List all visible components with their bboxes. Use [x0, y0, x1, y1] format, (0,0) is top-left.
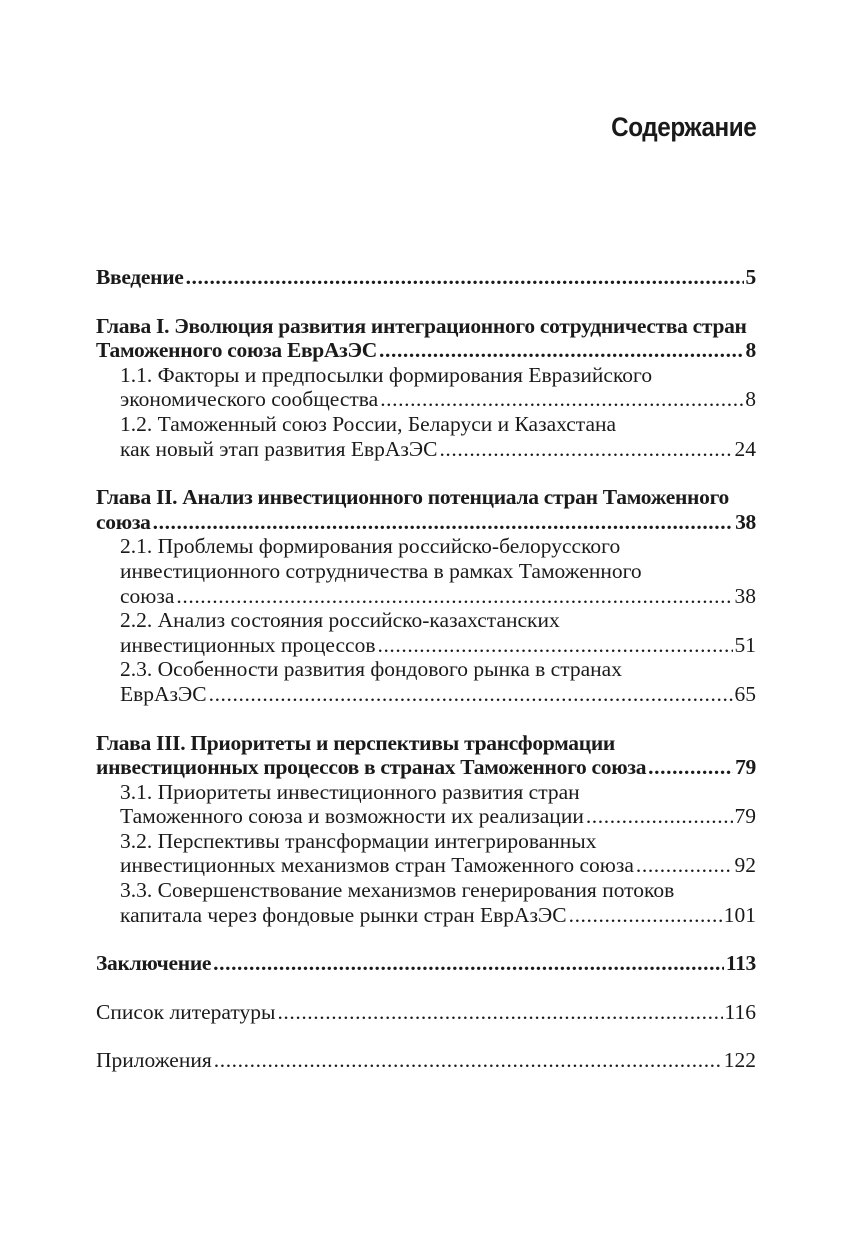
toc-section-2-3[interactable]: 2.3. Особенности развития фондового рынка в странах ЕврАзЭС ..... 65: [96, 657, 756, 706]
dot-leader: [277, 1000, 722, 1025]
page-number: 38: [735, 509, 756, 534]
page-number: 92: [734, 853, 756, 878]
page-number: 79: [735, 755, 756, 780]
toc-chapter-2: [96, 485, 756, 706]
toc-entry-appendices[interactable]: Приложения ..... 122: [96, 1048, 756, 1073]
toc-entry-conclusion[interactable]: Заключение ..... 113: [96, 951, 756, 976]
page-number: 122: [723, 1048, 756, 1073]
toc-chapter-1: [96, 314, 756, 462]
dot-leader: [153, 510, 733, 535]
page-number: 24: [734, 436, 756, 461]
dot-leader: [176, 584, 732, 609]
toc-section-3-2[interactable]: 3.2. Перспективы трансформации интегрированных инвестиционных механизмов стран Таможенного союза ..... 92: [96, 829, 756, 878]
toc-entry-references[interactable]: Список литературы ..... 116: [96, 1000, 756, 1025]
page-number: 8: [745, 338, 756, 363]
page-number: 101: [723, 902, 756, 927]
dot-leader: [213, 951, 724, 976]
chapter-title[interactable]: Глава III. Приоритеты и перспективы трансформации: [96, 730, 616, 755]
chapter-title-end[interactable]: Таможенного союза ЕврАзЭС ..... 8: [96, 338, 756, 363]
toc-section-2-1[interactable]: 2.1. Проблемы формирования российско-белорусского инвестиционного сотрудничества в рамках Таможенного союза ..... 38: [96, 534, 756, 608]
chapter-title[interactable]: Глава II. Анализ инвестиционного потенциала стран Таможенного: [96, 485, 729, 510]
toc-section-1-2[interactable]: 1.2. Таможенный союз России, Беларуси и Казахстана как новый этап развития ЕврАзЭС ..... 24: [96, 412, 756, 461]
dot-leader: [439, 437, 732, 462]
page-number: 116: [724, 999, 756, 1024]
toc-section-3-1[interactable]: 3.1. Приоритеты инвестиционного развития стран Таможенного союза и возможности их реализации ..... 79: [96, 780, 756, 829]
toc-section-2-2[interactable]: 2.2. Анализ состояния российско-казахстанских инвестиционных процессов ..... 51: [96, 608, 756, 657]
page-number: 5: [745, 265, 756, 289]
toc-section-3-3[interactable]: 3.3. Совершенствование механизмов генерирования потоков капитала через фондовые рынки стран ЕврАзЭС ..... 101: [96, 878, 756, 927]
dot-leader: [636, 853, 733, 878]
table-of-contents: [96, 265, 756, 1073]
chapter-title-end[interactable]: инвестиционных процессов в странах Таможенного союза ..... 79: [96, 755, 756, 780]
page-number: 79: [734, 804, 756, 829]
chapter-title[interactable]: Глава I. Эволюция развития интеграционного сотрудничества стран: [96, 313, 747, 338]
dot-leader: [648, 755, 733, 780]
dot-leader: [586, 804, 733, 829]
chapter-title-end[interactable]: союза ..... 38: [96, 510, 756, 535]
page-title: Содержание: [610, 112, 756, 142]
page-number: 65: [734, 681, 756, 706]
page-number: 8: [745, 387, 756, 412]
dot-leader: [379, 338, 744, 363]
dot-leader: [569, 903, 722, 928]
toc-entry-introduction[interactable]: Введение ..... 5: [96, 265, 756, 290]
dot-leader: [214, 1048, 722, 1073]
dot-leader: [186, 265, 744, 290]
dot-leader: [380, 387, 743, 412]
dot-leader: [377, 633, 732, 658]
dot-leader: [209, 682, 733, 707]
page-number: 51: [734, 632, 756, 657]
page-number: 38: [734, 583, 756, 608]
toc-section-1-1[interactable]: 1.1. Факторы и предпосылки формирования Евразийского экономического сообщества ..... 8: [96, 363, 756, 412]
page-number: 113: [725, 951, 756, 976]
toc-chapter-3: [96, 731, 756, 928]
